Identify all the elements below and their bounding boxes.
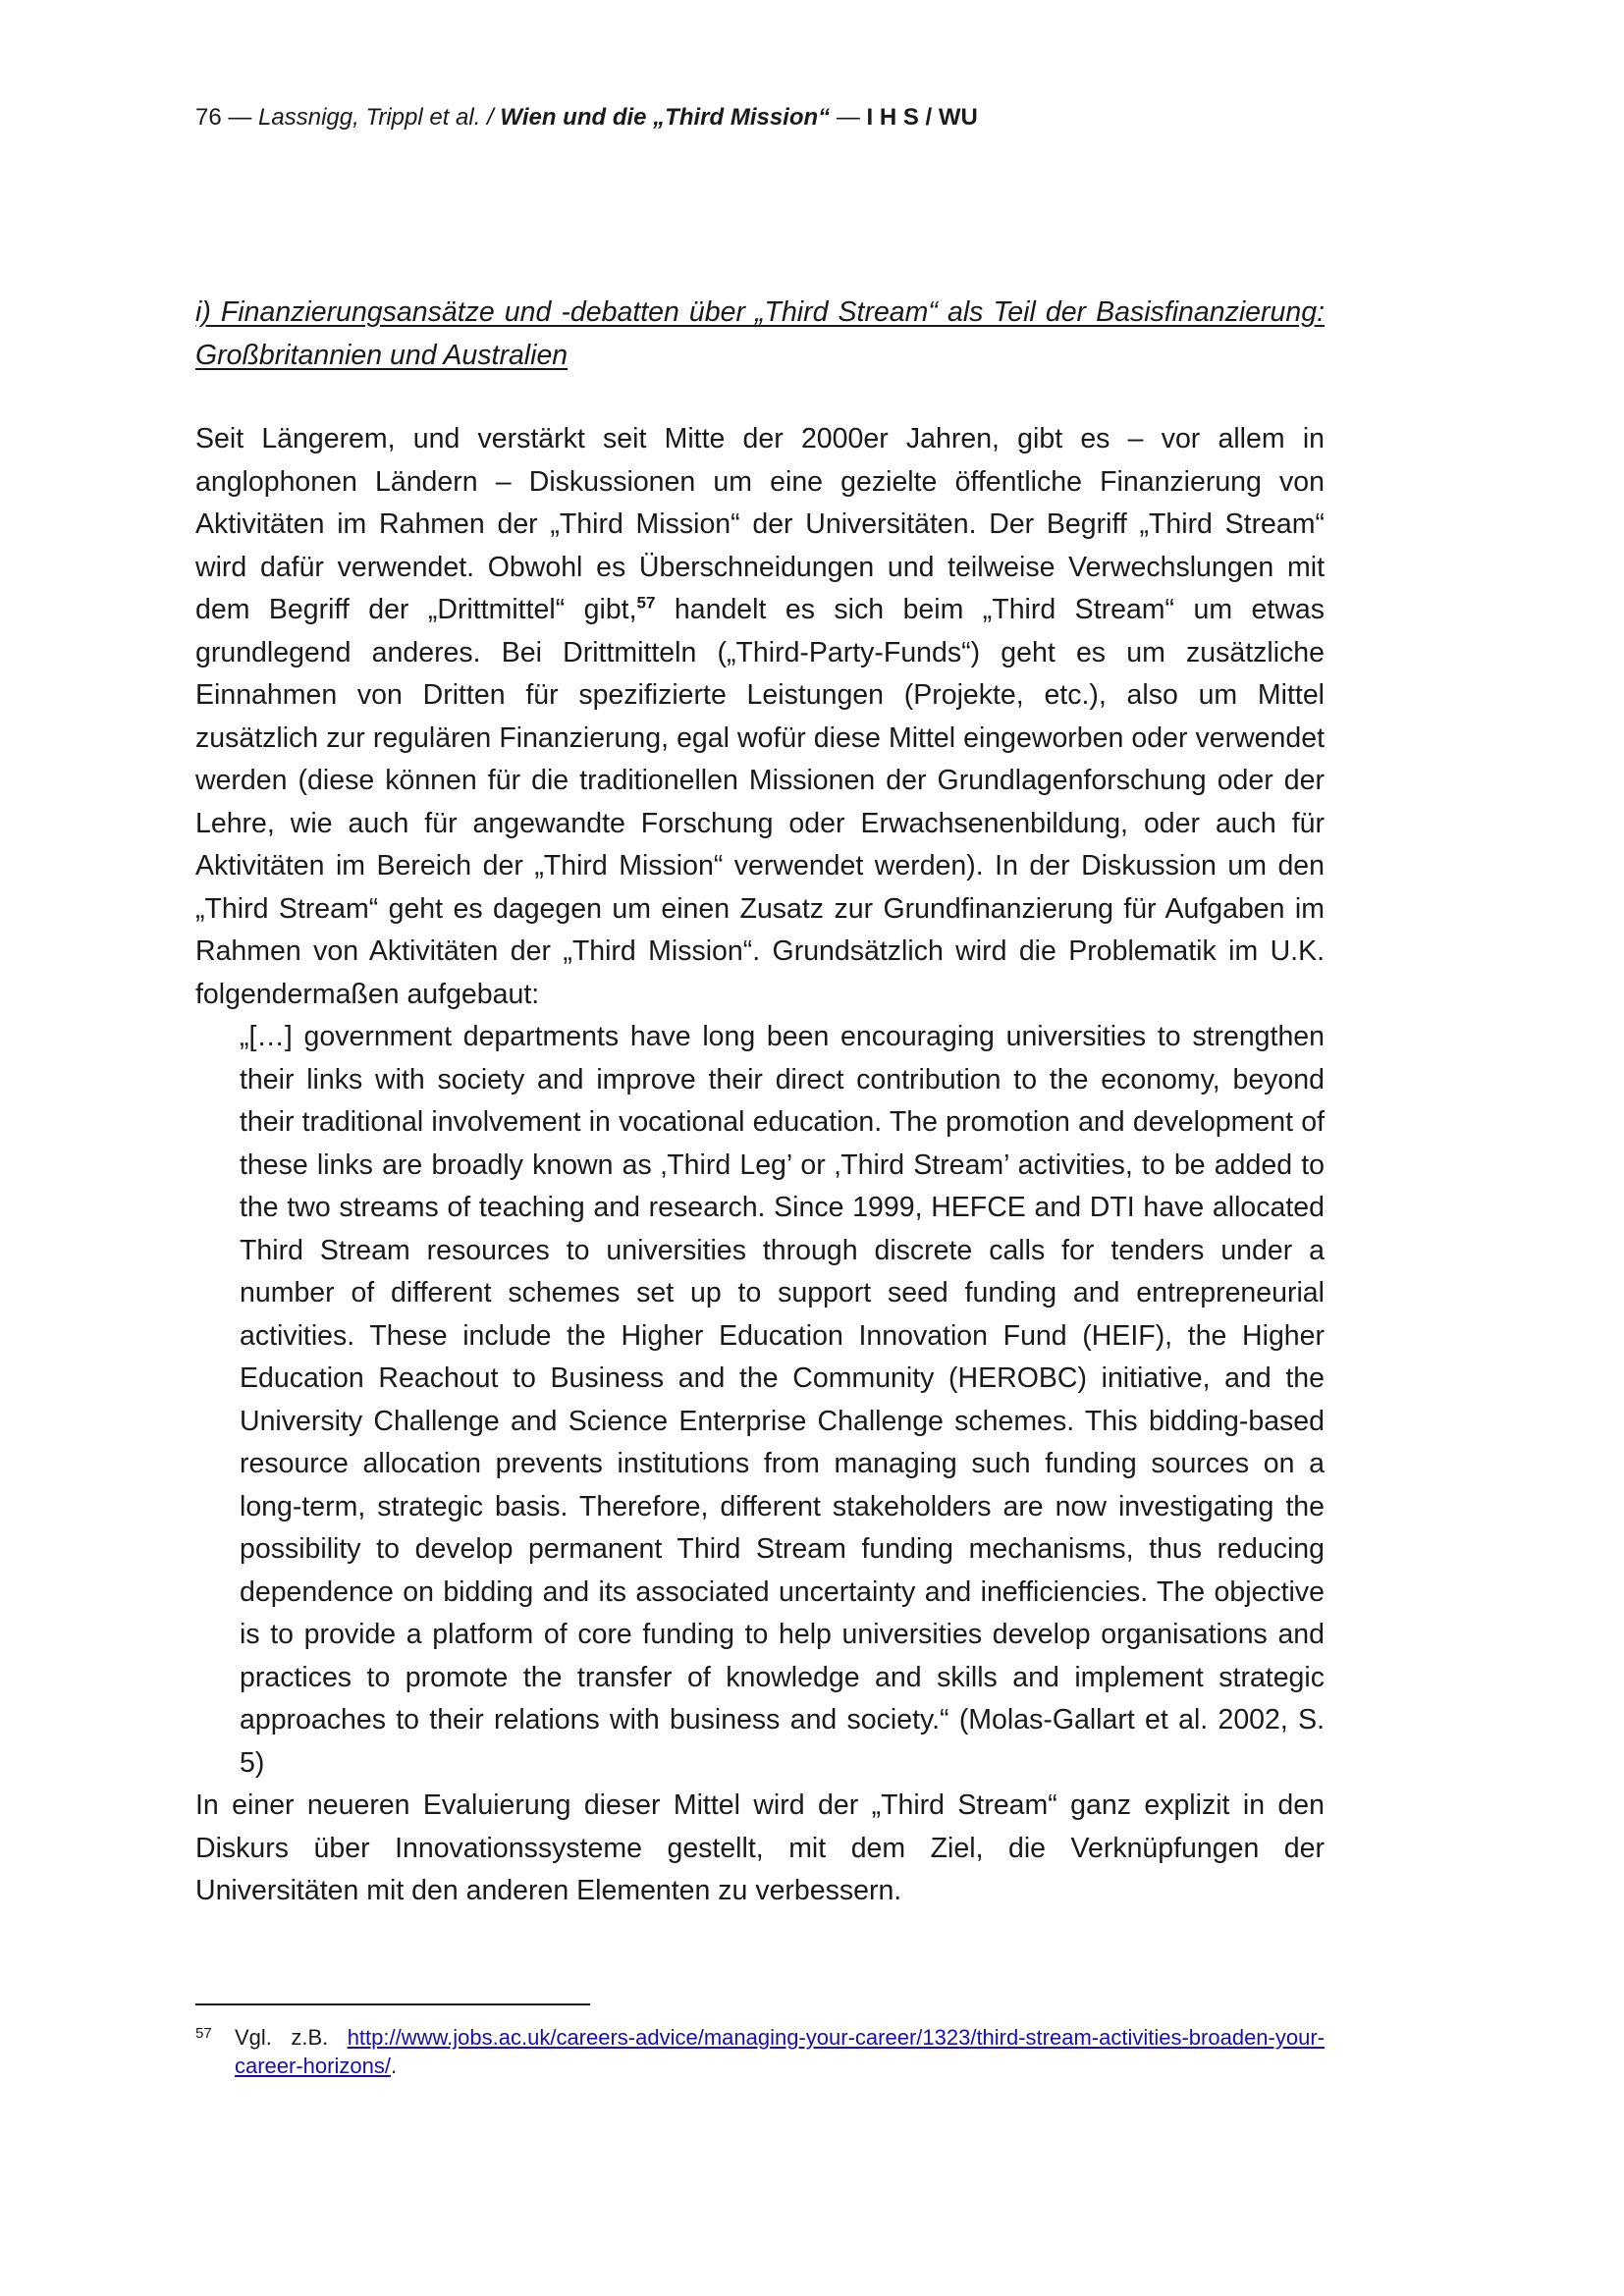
footnote-prefix: Vgl. z.B.: [235, 2025, 348, 2050]
footnote: [195, 2023, 1325, 2080]
page-number: 76: [195, 104, 222, 131]
footnote-suffix: .: [390, 2054, 398, 2078]
body-paragraph: In einer neueren Evaluierung dieser Mittel wird der „Third Stream“ ganz explizit in den Diskurs über Innovationssysteme gestellt, mit dem Ziel, die Verknüpfungen der Universitäten mit den anderen Elementen zu verbessern.: [195, 1789, 1325, 1906]
block-quote: „[…] government departments have long been encouraging universities to strengthen their links with society and improve their direct contribution to the economy, beyond their traditional involvement in vocational education. The promotion and development of these links are broadly known as ‚Third Leg’ or ‚Third Stream’ activities, to be added to the two streams of teaching and research. Since 1999, HEFCE and DTI have allocated Third Stream resources to universities through discrete calls for tenders under a number of different schemes set up to support seed funding and entrepreneurial activities. These include the Higher Education Innovation Fund (HEIF), the Higher Education Reachout to Business and the Community (HEROBC) initiative, and the University Challenge and Science Enterprise Challenge schemes. This bidding-based resource allocation prevents institutions from managing such funding sources on a long-term, strategic basis. Therefore, different stakeholders are now investigating the possibility to develop permanent Third Stream funding mechanisms, thus reducing dependence on bidding and its associated uncertainty and inefficiencies. The objective is to provide a platform of core funding to help universities develop organisations and practices to promote the transfer of knowledge and skills and implement strategic approaches to their relations with business and society.“ (Molas-Gallart et al. 2002, S. 5): [240, 1021, 1325, 1779]
body-paragraph: [195, 418, 1325, 1016]
header-institutions: I H S / WU: [866, 104, 978, 131]
paragraph-text: handelt es sich beim „Third Stream“ um etwas grundlegend anderes. Bei Drittmitteln („Third-Party-Funds“) geht es um zusätzliche Einnahmen von Dritten für spezifizierte Leistungen (Projekte, etc.), also um Mittel zusätzlich zur regulären Finanzierung, egal wofür diese Mittel eingeworben oder verwendet werden (diese können für die traditionellen Missionen der Grundlagenforschung oder der Lehre, wie auch für angewandte Forschung oder Erwachsenenbildung, oder auch für Aktivitäten im Bereich der „Third Mission“ verwendet werden). In der Diskussion um den „Third Stream“ geht es dagegen um einen Zusatz zur Grundfinanzierung für Aufgaben im Rahmen von Aktivitäten der „Third Mission“. Grundsätzlich wird die Problematik im U.K. folgendermaßen aufgebaut:: [195, 594, 1325, 1010]
header-dash: —: [228, 104, 252, 131]
header-authors: Lassnigg, Trippl et al. /: [258, 104, 494, 131]
paragraph-text: Seit Längerem, und verstärkt seit Mitte der 2000er Jahren, gibt es – vor allem in anglophonen Ländern – Diskussionen um eine gezielte öffentliche Finanzierung von Aktivitäten im Rahmen der „Third Mission“ der Universitäten. Der Begriff „Third Stream“ wird dafür verwendet. Obwohl es Überschneidungen und teilweise Verwechslungen mit dem Begriff der „Drittmittel“ gibt,: [195, 423, 1325, 625]
footnote-number: 57: [195, 2025, 212, 2042]
header-title: Wien und die „Third Mission“: [500, 104, 831, 131]
running-header: [195, 102, 978, 133]
footnote-link[interactable]: http://www.jobs.ac.uk/careers-advice/managing-your-career/1323/third-stream-activities-broaden-your-career-horizons/: [235, 2025, 1325, 2078]
footnote-reference[interactable]: 57: [636, 593, 656, 613]
section-heading: i) Finanzierungsansätze und -debatten über „Third Stream“ als Teil der Basisfinanzierung: Großbritannien und Australien: [195, 296, 1325, 371]
footnote-divider: [195, 2003, 590, 2005]
footnote-body: [235, 2023, 1325, 2080]
header-dash: —: [836, 104, 860, 131]
